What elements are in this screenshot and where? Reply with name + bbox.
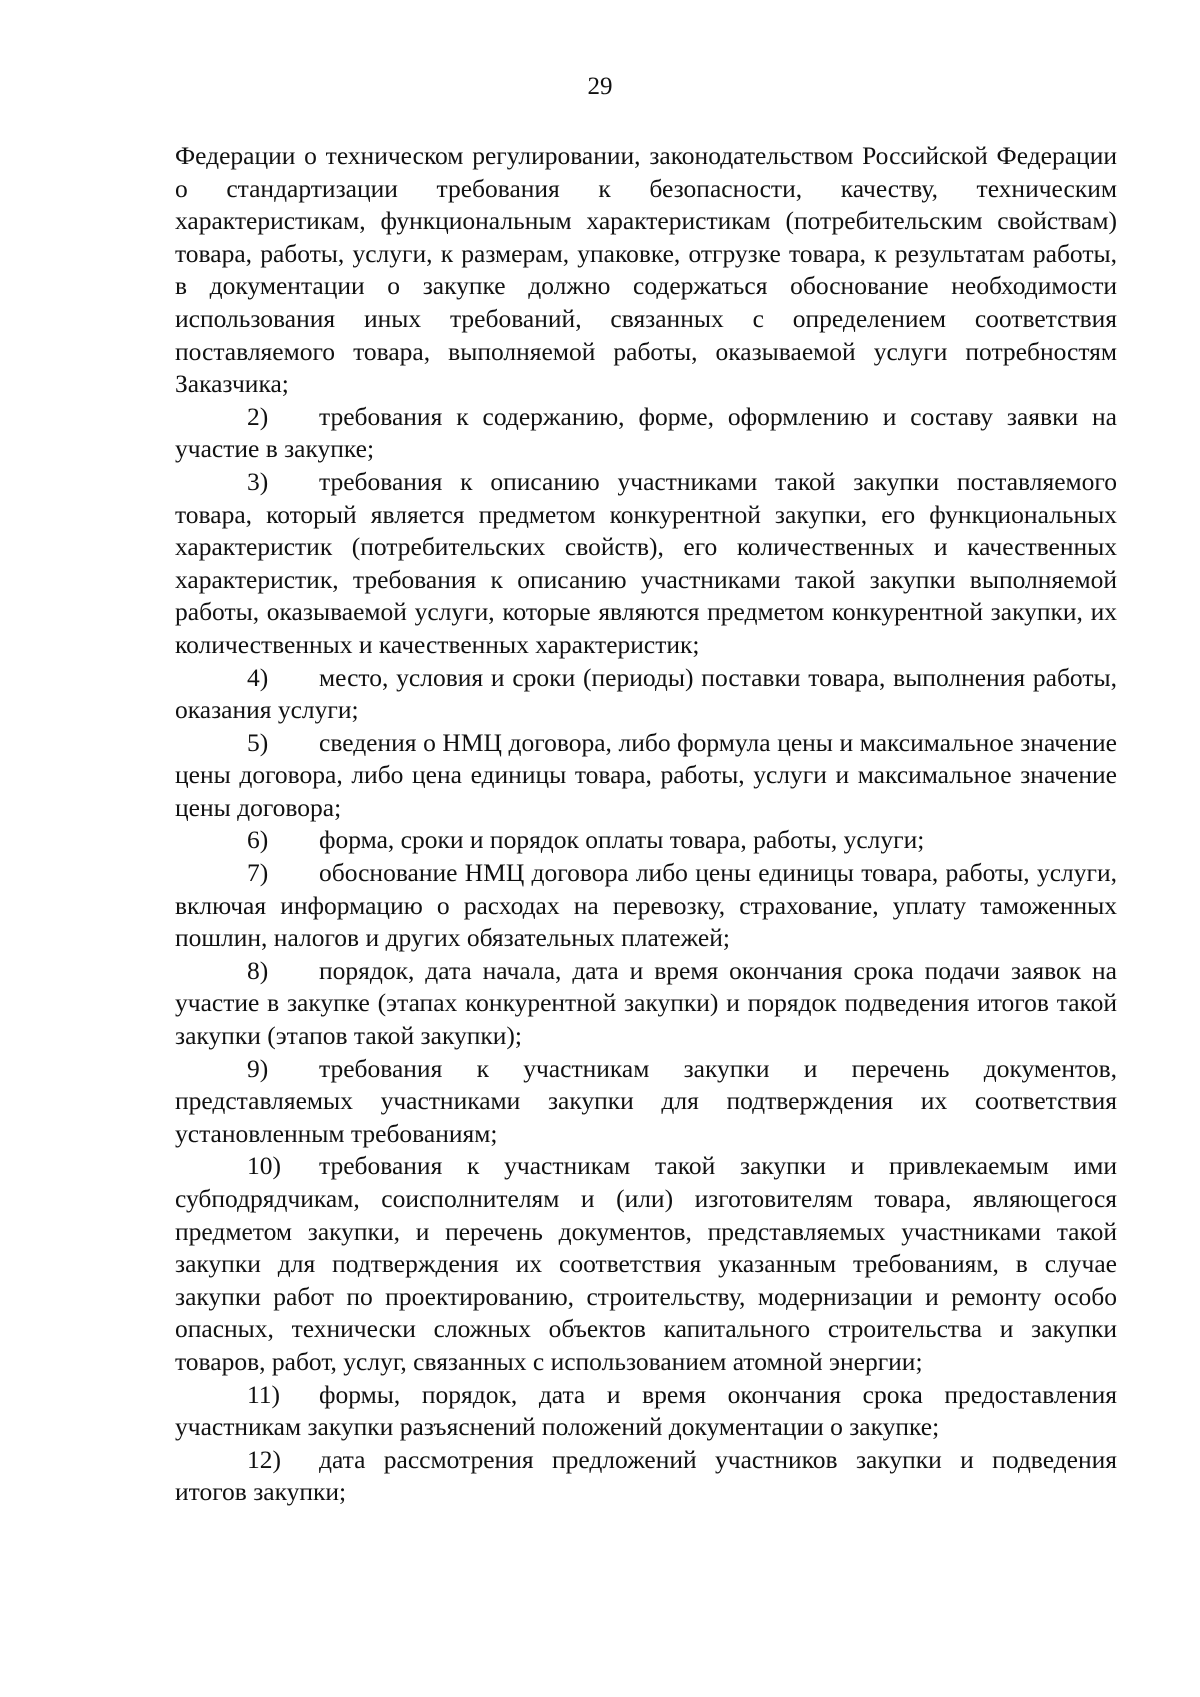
list-item-2 [175, 401, 1117, 466]
list-item-text: форма, сроки и порядок оплаты товара, работы, услуги; [319, 825, 925, 855]
list-item-6 [175, 824, 1117, 857]
list-item-3 [175, 466, 1117, 662]
intro-paragraph: Федерации о техническом регулировании, законодательством Российской Федерации о стандартизации требования к безопасности, качеству, техническим характеристикам, функциональным характеристикам (потребительским свойствам) товара, работы, услуги, к размерам, упаковке, отгрузке товара, к результатам работы, в документации о закупке должно содержаться обоснование необходимости использования иных требований, связанных с определением соответствия поставляемого товара, выполняемой работы, оказываемой услуги потребностям Заказчика; [175, 141, 1117, 399]
list-item-10 [175, 1150, 1117, 1378]
page-number: 29 [587, 73, 613, 100]
list-item-9 [175, 1053, 1117, 1151]
list-item-number: 8) [247, 955, 269, 985]
list-item-8 [175, 955, 1117, 1053]
list-item-text: место, условия и сроки (периоды) поставки товара, выполнения работы, оказания услуги; [175, 662, 1117, 725]
list-item-number: 11) [247, 1379, 281, 1409]
list-item-number: 6) [247, 825, 269, 855]
document-body [175, 140, 1117, 1509]
list-item-number: 9) [247, 1053, 269, 1083]
list-item-number: 3) [247, 466, 269, 496]
list-item-11 [175, 1379, 1117, 1444]
list-item-text: требования к участникам такой закупки и привлекаемым ими субподрядчикам, соисполнителям и (или) изготовителям товара, являющегося предметом закупки, и перечень документов, представляемых участниками такой закупки для подтверждения их соответствия указанным требованиям, в случае закупки работ по проектированию, строительству, модернизации и ремонту особо опасных, технически сложных объектов капитального строительства и закупки товаров, работ, услуг, связанных с использованием атомной энергии; [175, 1151, 1117, 1376]
list-item-number: 4) [247, 662, 269, 692]
list-item-text: требования к описанию участниками такой закупки поставляемого товара, который является предметом конкурентной закупки, его функциональных характеристик (потребительских свойств), его количественных и качественных характеристик, требования к описанию участниками такой закупки выполняемой работы, оказываемой услуги, которые являются предметом конкурентной закупки, их количественных и качественных характеристик; [175, 466, 1117, 659]
list-item-number: 10) [247, 1151, 281, 1181]
list-item-number: 12) [247, 1444, 281, 1474]
list-item-text: обоснование НМЦ договора либо цены единицы товара, работы, услуги, включая информацию о расходах на перевозку, страхование, уплату таможенных пошлин, налогов и других обязательных платежей; [175, 858, 1117, 953]
list-item-5 [175, 727, 1117, 825]
list-item-number: 5) [247, 727, 269, 757]
list-item-number: 7) [247, 858, 269, 888]
list-item-text: дата рассмотрения предложений участников закупки и подведения итогов закупки; [175, 1444, 1117, 1507]
list-item-4 [175, 662, 1117, 727]
list-item-text: формы, порядок, дата и время окончания срока предоставления участникам закупки разъяснений положений документации о закупке; [175, 1379, 1117, 1442]
list-item-text: требования к содержанию, форме, оформлению и составу заявки на участие в закупке; [175, 401, 1117, 464]
list-item-7 [175, 857, 1117, 955]
list-item-number: 2) [247, 401, 269, 431]
list-item-12 [175, 1444, 1117, 1509]
list-item-text: требования к участникам закупки и перечень документов, представляемых участниками закупки для подтверждения их соответствия установленным требованиям; [175, 1053, 1117, 1148]
list-item-text: сведения о НМЦ договора, либо формула цены и максимальное значение цены договора, либо цена единицы товара, работы, услуги и максимальное значение цены договора; [175, 727, 1117, 822]
list-item-text: порядок, дата начала, дата и время окончания срока подачи заявок на участие в закупке (этапах конкурентной закупки) и порядок подведения итогов такой закупки (этапов такой закупки); [175, 955, 1117, 1051]
